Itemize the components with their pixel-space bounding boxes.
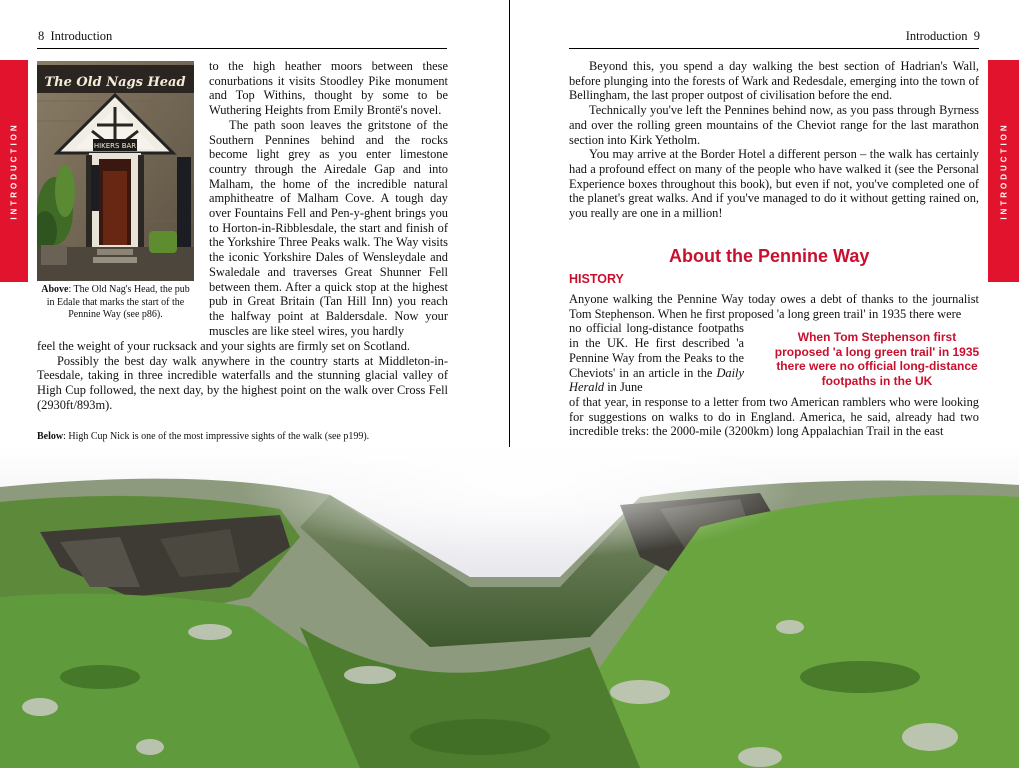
pub-photo-illustration bbox=[37, 61, 194, 281]
left-full-text bbox=[37, 339, 448, 413]
right-section-tab bbox=[988, 60, 1019, 282]
pub-bar-sign-text: HIKERS BAR bbox=[93, 142, 137, 150]
right-header-title: Introduction bbox=[905, 29, 968, 43]
right-header-rule bbox=[569, 48, 979, 49]
history-italic-text: Daily Herald bbox=[569, 365, 744, 395]
left-section-tab-label: INTRODUCTION bbox=[9, 122, 19, 220]
right-paragraph-3: You may arrive at the Border Hotel a different person – the walk has certainly had a profound effect on many of the people who have walked it (see the Personal Experience boxes throughout this book), but even if not, you've completed one of the planet's great walks. And if you've managed to do it without getting rained on, you really are one in a million! bbox=[569, 147, 979, 221]
pull-quote: When Tom Stephenson first proposed 'a long green trail' in 1935 there were no official long-distance footpaths in the UK bbox=[774, 330, 980, 388]
history-narrow-end: in June bbox=[604, 380, 643, 395]
right-running-header bbox=[906, 29, 980, 44]
history-paragraph-continued: of that year, in response to a letter from two American ramblers who were looking for suggestions on walks to do in England. America, he said, already had two incredible treks: the 2000-mile (3200km) long Appalachian Trail in the east bbox=[569, 394, 979, 439]
high-cup-nick-panorama bbox=[0, 447, 1019, 768]
left-paragraph-2: The path soon leaves the gritstone of the Southern Pennines behind and the rocks become light grey as you enter limestone country through the Airedale Gap and into Malham, the home of the incredible natural amphitheatre of Malham Cove. A tough day over Fountains Fell and Pen-y-ghent brings you to Horton-in-Ribblesdale, the start and finish of the Yorkshire Three Peaks walk. The Way visits the iconic Yorkshire Dales of Wensleydale and Swaledale and traverses Great Shunner Fell between them. After a quick stop at the highest pub in Great Britain (Tan Hill Inn) you reach the halfway point at Baldersdale. Now your muscles are like steel wires, you hardly bbox=[209, 117, 448, 338]
history-paragraph-start: Anyone walking the Pennine Way today owes a debt of thanks to the journalist Tom Stephenson. When he first proposed 'a long green trail' in 1935 there were bbox=[569, 292, 979, 321]
caption-above bbox=[37, 284, 194, 322]
pub-photo bbox=[37, 61, 194, 281]
panorama-illustration bbox=[0, 447, 1019, 768]
pub-sign-text: The Old Nags Head bbox=[44, 75, 186, 90]
caption-below-text: : High Cup Nick is one of the most impressive sights of the walk (see p199). bbox=[63, 431, 370, 442]
left-running-header bbox=[38, 29, 112, 44]
left-paragraph-1: to the high heather moors between these conurbations it visits Stoodley Pike monument and Top Withins, thought by some to be Wuthering Heights from Emily Brontë's novel. bbox=[209, 59, 448, 118]
left-header-rule bbox=[37, 48, 447, 49]
right-section-tab-label: INTRODUCTION bbox=[999, 122, 1008, 220]
subsection-title: HISTORY bbox=[569, 272, 624, 286]
history-narrow-text: no official long-distance footpaths in the UK. He first described 'a Pennine Way from the Peaks to the Cheviots' in an article in the bbox=[569, 321, 744, 380]
right-page-number: 9 bbox=[973, 29, 980, 43]
caption-below-label: Below bbox=[37, 431, 64, 442]
section-title: About the Pennine Way bbox=[669, 246, 870, 266]
history-paragraph-narrow bbox=[569, 321, 744, 395]
left-page-number: 8 bbox=[38, 29, 45, 43]
left-header-title: Introduction bbox=[50, 29, 113, 43]
left-paragraph-3: feel the weight of your rucksack and your sights are firmly set on Scotland. bbox=[37, 339, 410, 353]
left-paragraph-4: Possibly the best day walk anywhere in the country starts at Middleton-in-Teesdale, taking in three incredible waterfalls and the stunning glacial valley of High Cup followed, the next day, by the highest point on the walk over Cross Fell (2930ft/893m). bbox=[37, 353, 448, 412]
caption-above-text: : The Old Nag's Head, the pub in Edale that marks the start of the Pennine Way (see p86). bbox=[46, 284, 190, 321]
caption-above-label: Above bbox=[41, 284, 69, 295]
right-paragraph-1: Beyond this, you spend a day walking the best section of Hadrian's Wall, before plunging into the forests of Wark and Redesdale, emerging into the town of Bellingham, the last proper outpost of civilisation before the end. bbox=[569, 59, 979, 103]
caption-below bbox=[37, 431, 448, 442]
left-column-text bbox=[209, 59, 448, 338]
right-paragraph-2: Technically you've left the Pennines behind now, as you pass through Byrness and over the rolling green mountains of the Cheviot range for the last marathon section into Kirk Yetholm. bbox=[569, 103, 979, 147]
left-section-tab bbox=[0, 60, 28, 282]
right-top-text bbox=[569, 59, 979, 221]
